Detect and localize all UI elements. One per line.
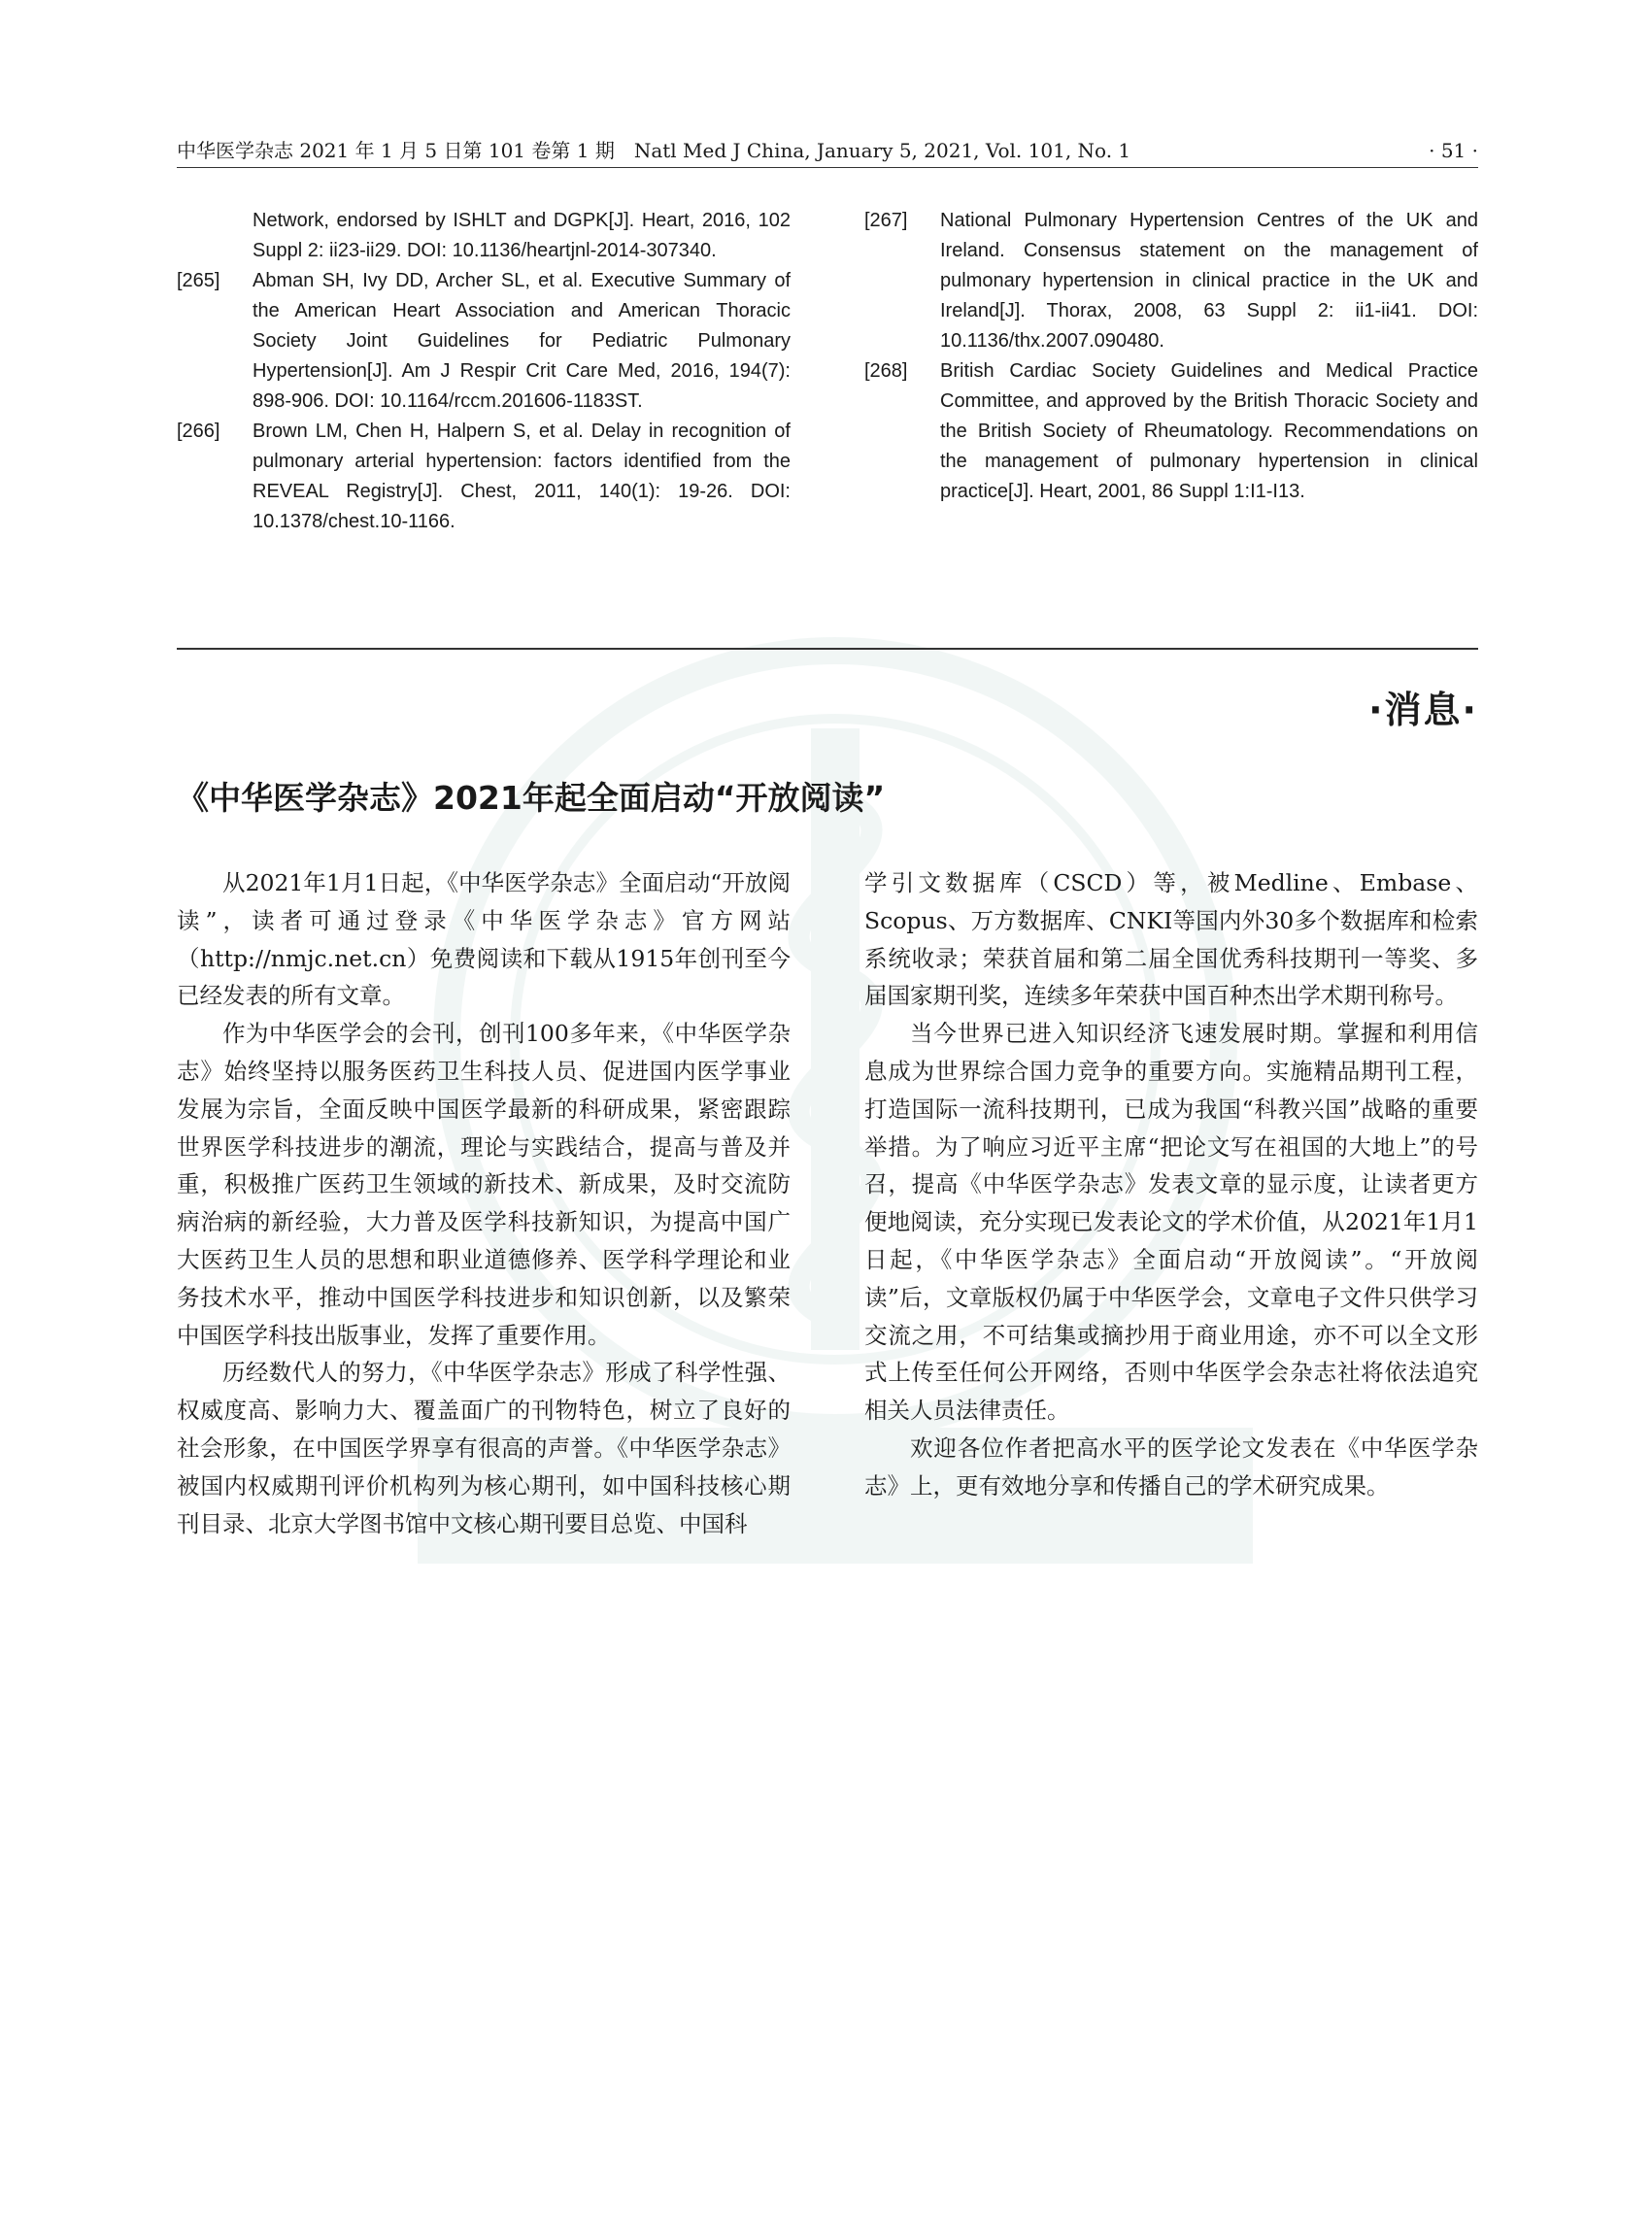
running-header — [177, 134, 1478, 167]
running-header-journal: 中华医学杂志 2021 年 1 月 5 日第 101 卷第 1 期 Natl Med J China, January 5, 2021, Vol. 101, No. 1 — [177, 139, 1131, 162]
body-paragraph: 历经数代人的努力，《中华医学杂志》形成了科学性强、权威度高、影响力大、覆盖面广的刊物特色，树立了良好的社会形象，在中国医学界享有很高的声誉。《中华医学杂志》被国内权威期刊评价机构列为核心期刊，如中国科技核心期刊目录、北京大学图书馆中文核心期刊要目总览、中国科 — [177, 1359, 791, 1537]
reference-text: National Pulmonary Hypertension Centres of the UK and Ireland. Consensus statement on the management of pulmonary hypertension in clinical practice in the UK and Ireland[J]. Thorax, 2008, 63 Suppl 2: ii1-ii41. DOI: 10.1136/thx.2007.090480. — [940, 210, 1478, 352]
reference-item — [177, 266, 791, 417]
reference-text: Network, endorsed by ISHLT and DGPK[J]. Heart, 2016, 102 Suppl 2: ii23-ii29. DOI: 10.1136/heartjnl-2014-307340. — [253, 210, 791, 261]
reference-item — [864, 356, 1478, 507]
article-body-left-column — [177, 864, 791, 1542]
body-paragraph: 从2021年1月1日起，《中华医学杂志》全面启动“开放阅读”，读者可通过登录《中华医学杂志》官方网站（http://nmjc.net.cn）免费阅读和下载从1915年创刊至今已经发表的所有文章。 — [177, 869, 791, 1010]
section-divider — [177, 648, 1478, 650]
reference-number: [266] — [177, 421, 220, 442]
article-body-right-column — [864, 864, 1478, 1505]
page-number: · 51 · — [1429, 139, 1478, 162]
body-paragraph: 当今世界已进入知识经济飞速发展时期。掌握和利用信息成为世界综合国力竞争的重要方向。实施精品期刊工程，打造国际一流科技期刊，已成为我国“科教兴国”战略的重要举措。为了响应习近平主席“把论文写在祖国的大地上”的号召，提高《中华医学杂志》发表文章的显示度，让读者更方便地阅读，充分实现已发表论文的学术价值，从2021年1月1日起，《中华医学杂志》全面启动“开放阅读”。“开放阅读”后，文章版权仍属于中华医学会，文章电子文件只供学习交流之用，不可结集或摘抄用于商业用途，亦不可以全文形式上传至任何公开网络，否则中华医学会杂志社将依法追究相关人员法律责任。 — [864, 1020, 1478, 1425]
reference-number: [267] — [864, 210, 908, 231]
body-paragraph: 学引文数据库（CSCD）等，被Medline、Embase、Scopus、万方数据库、CNKI等国内外30多个数据库和检索系统收录；荣获首届和第二届全国优秀科技期刊一等奖、多届国家期刊奖，连续多年荣获中国百种杰出学术期刊称号。 — [864, 869, 1478, 1010]
header-rule — [177, 167, 1478, 168]
reference-number: [268] — [864, 360, 908, 382]
references-right-column — [864, 206, 1478, 507]
reference-item — [864, 206, 1478, 356]
section-tag: ·消息· — [1368, 689, 1478, 731]
reference-item — [177, 206, 791, 266]
article-title: 《中华医学杂志》2021年起全面启动“开放阅读” — [177, 779, 886, 817]
reference-number: [265] — [177, 270, 220, 291]
body-paragraph: 作为中华医学会的会刊，创刊100多年来，《中华医学杂志》始终坚持以服务医药卫生科技人员、促进国内医学事业发展为宗旨，全面反映中国医学最新的科研成果，紧密跟踪世界医学科技进步的潮流，理论与实践结合，提高与普及并重，积极推广医药卫生领域的新技术、新成果，及时交流防病治病的新经验，大力普及医学科技新知识，为提高中国广大医药卫生人员的思想和职业道德修养、医学科学理论和业务技术水平，推动中国医学科技进步和知识创新，以及繁荣中国医学科技出版事业，发挥了重要作用。 — [177, 1020, 791, 1349]
reference-text: Abman SH, Ivy DD, Archer SL, et al. Executive Summary of the American Heart Association and American Thoracic Society Joint Guidelines for Pediatric Pulmonary Hypertension[J]. Am J Respir Crit Care Med, 2016, 194(7): 898-906. DOI: 10.1164/rccm.201606-1183ST. — [253, 270, 791, 412]
body-paragraph: 欢迎各位作者把高水平的医学论文发表在《中华医学杂志》上，更有效地分享和传播自己的学术研究成果。 — [864, 1433, 1478, 1500]
reference-text: Brown LM, Chen H, Halpern S, et al. Delay in recognition of pulmonary arterial hypertension: factors identified from the REVEAL Registry[J]. Chest, 2011, 140(1): 19-26. DOI: 10.1378/chest.10-1166. — [253, 421, 791, 532]
reference-item — [177, 417, 791, 537]
reference-text: British Cardiac Society Guidelines and Medical Practice Committee, and approved by the British Thoracic Society and the British Society of Rheumatology. Recommendations on the management of pulmonary hypertension in clinical practice[J]. Heart, 2001, 86 Suppl 1:I1-I13. — [940, 360, 1478, 502]
references-left-column — [177, 206, 791, 537]
